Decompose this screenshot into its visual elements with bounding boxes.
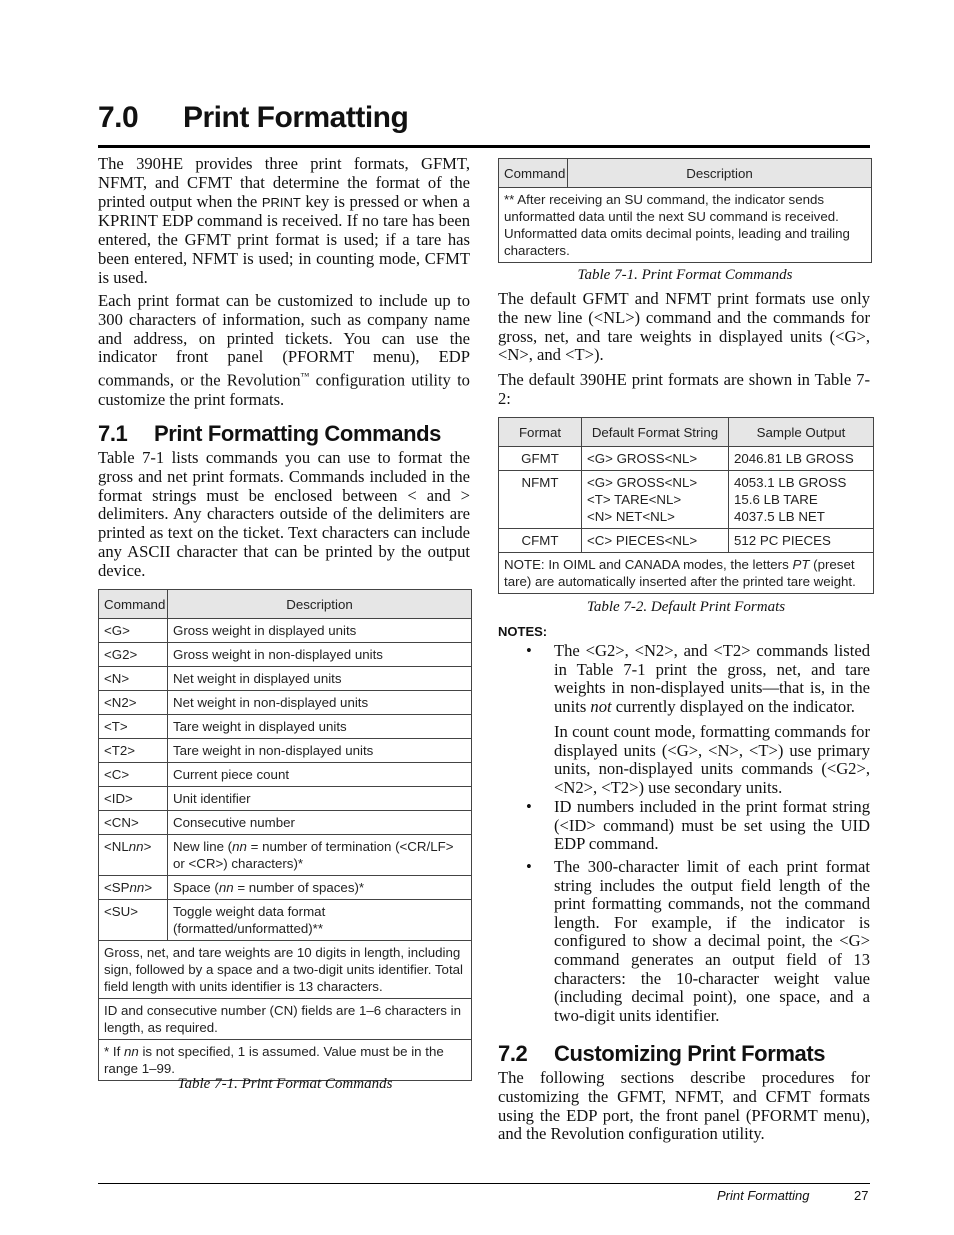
description-cell: Gross weight in non-displayed units <box>168 643 472 667</box>
section-7-2-text: The following sections describe procedures for customizing the GFMT, NFMT, and CFMT formats using the EDP port, the front panel (PFORMT menu), and the Revolution configuration utility. <box>498 1068 870 1144</box>
table-note-row <box>99 941 472 999</box>
bullet-icon: • <box>526 797 532 816</box>
table-row <box>99 691 472 715</box>
table-7-1-continued <box>498 158 872 263</box>
table-7-1 <box>98 589 472 1081</box>
table-header-sample-output: Sample Output <box>729 418 874 447</box>
nl-cmd-italic: nn <box>128 839 144 854</box>
oiml-note-b: (preset tare) are automatically inserted after the printed tare weight. <box>504 557 856 589</box>
table-note-oiml <box>499 553 874 594</box>
description-cell: Net weight in displayed units <box>168 667 472 691</box>
table-row <box>499 471 874 529</box>
format-string-cell: <G> GROSS<NL> <box>582 447 729 471</box>
sp-cmd-a: <SP <box>104 880 130 895</box>
oiml-note-a: NOTE: In OIML and CANADA modes, the letters <box>504 557 793 572</box>
command-cell: <N> <box>99 667 168 691</box>
note-bullet-2 <box>526 797 870 854</box>
footer-section-label: Print Formatting <box>717 1188 810 1203</box>
description-cell: Unit identifier <box>168 787 472 811</box>
bullet-icon: • <box>526 857 532 876</box>
note-3-text: The 300-character limit of each print format string includes the output field length of the print formatting commands, not the command length. For example, if the indicator is configured to show a decimal point, the <G> command generates an output field of 13 characters: the 10-character weight value (including decimal point), one space, and a two-digit units identifier. <box>554 857 870 1025</box>
table-row <box>99 900 472 941</box>
command-cell: <T> <box>99 715 168 739</box>
section-7-1-title: Print Formatting Commands <box>154 421 442 446</box>
intro-p1-text-b: key is pressed or when a KPRINT EDP command is received. If no tare has been entered, the GFMT print format is used; if a tare has been entered, NFMT is used; in counting mode, CFMT is used. <box>98 191 470 287</box>
section-7-2-title: Customizing Print Formats <box>554 1041 826 1066</box>
description-cell: Current piece count <box>168 763 472 787</box>
table-7-1-caption: Table 7-1. Print Format Commands <box>177 1076 393 1092</box>
command-cell: <N2> <box>99 691 168 715</box>
intro-p1-text-a: The 390HE provides three print formats, GFMT, NFMT, and CFMT that determine the format of the printed output when the <box>98 154 470 211</box>
table-row <box>99 787 472 811</box>
table-7-2-caption: Table 7-2. Default Print Formats <box>586 599 786 615</box>
description-cell <box>168 876 472 900</box>
description-cell: Toggle weight data format (formatted/unformatted)** <box>168 900 472 941</box>
note-bullet-1-sub: In count count mode, formatting commands for displayed units (<G>, <N>, <T>) use primary units, non-displayed units commands (<G2>, <N2>, <T2>) use secondary units. <box>554 722 870 797</box>
notes-label: NOTES: <box>498 624 548 639</box>
table-row <box>99 811 472 835</box>
table-row <box>499 529 874 553</box>
table-row <box>99 715 472 739</box>
table-note-row <box>499 188 872 263</box>
table-7-1-continued-caption: Table 7-1. Print Format Commands <box>577 267 793 283</box>
command-cell: <ID> <box>99 787 168 811</box>
table-note-nn-default <box>99 1040 472 1081</box>
table-header-description: Description <box>168 590 472 619</box>
oiml-note-italic: PT <box>792 557 810 572</box>
sp-desc-italic: nn <box>218 880 234 895</box>
nl-cmd-a: <NL <box>104 839 129 854</box>
sample-output-cell: 512 PC PIECES <box>729 529 874 553</box>
command-cell: <C> <box>99 763 168 787</box>
note3-b: is not specified, 1 is assumed. Value must be in the range 1–99. <box>104 1044 444 1076</box>
trademark-symbol: ™ <box>300 371 310 382</box>
note-bullet-1 <box>526 641 870 716</box>
table-row <box>99 876 472 900</box>
note-2-text: ID numbers included in the print format string (<ID> command) must be set using the UID EDP command. <box>554 797 870 854</box>
description-cell: Net weight in non-displayed units <box>168 691 472 715</box>
sp-desc-b: = number of spaces)* <box>233 880 365 895</box>
table-header-command: Command <box>499 159 568 188</box>
sp-cmd-b: > <box>144 880 153 895</box>
command-cell: <T2> <box>99 739 168 763</box>
note-1-text-b: currently displayed on the indicator. <box>611 696 855 716</box>
table-note-id-fields: ID and consecutive number (CN) fields are 1–6 characters in length, as required. <box>99 999 472 1040</box>
table-row <box>99 835 472 876</box>
section-7-2-number: 7.2 <box>498 1041 528 1066</box>
default-formats-ref-paragraph: The default 390HE print formats are shown in Table 7-2: <box>498 370 870 408</box>
table-note-su: ** After receiving an SU command, the indicator sends unformatted data until the next SU command is received. Unformatted data omits decimal points, leading and trailing characters. <box>499 188 872 263</box>
command-cell: <G> <box>99 619 168 643</box>
note-bullet-3 <box>526 857 870 1025</box>
note3-italic: nn <box>123 1044 139 1059</box>
description-cell: Tare weight in displayed units <box>168 715 472 739</box>
note3-a: * If <box>104 1044 124 1059</box>
sp-desc-a: Space ( <box>173 880 219 895</box>
intro-p2-text-a: Each print format can be customized to include up to 300 characters of information, such as company name and address, on printed tickets. You can use the indicator front panel (PFORMT menu), EDP commands, or the Revolution <box>98 291 470 390</box>
table-row <box>99 739 472 763</box>
table-row <box>99 643 472 667</box>
table-note-row <box>99 999 472 1040</box>
nl-desc-a: New line ( <box>173 839 233 854</box>
description-cell: Consecutive number <box>168 811 472 835</box>
table-row <box>99 619 472 643</box>
format-string-cell: <C> PIECES<NL> <box>582 529 729 553</box>
command-cell: <SU> <box>99 900 168 941</box>
table-header-description: Description <box>568 159 872 188</box>
table-header-row <box>99 590 472 619</box>
table-note-row <box>499 553 874 594</box>
sp-cmd-italic: nn <box>129 880 145 895</box>
table-header-format: Format <box>499 418 582 447</box>
nl-desc-italic: nn <box>232 839 247 854</box>
note-1-text-a: The <G2>, <N2>, and <T2> commands listed in Table 7-1 print the gross, net, and tare weights in non-displayed units—that is, in the units <box>554 641 870 716</box>
default-formats-paragraph: The default GFMT and NFMT print formats use only the new line (<NL>) command and the commands for gross, net, and tare weights in displayed units (<G>, <N>, and <T>). <box>498 289 870 365</box>
description-cell: Gross weight in displayed units <box>168 619 472 643</box>
heading-number: 7.0 <box>98 101 139 134</box>
intro-paragraph-1 <box>98 155 470 288</box>
section-7-2-heading <box>498 1041 870 1067</box>
table-note-weights: Gross, net, and tare weights are 10 digits in length, including sign, followed by a space and a two-digit units identifier. Total field length with units identifier is 13 characters. <box>99 941 472 999</box>
table-7-2 <box>498 417 874 594</box>
footer-rule <box>98 1183 870 1184</box>
footer-page-number: 27 <box>854 1188 869 1203</box>
command-cell: <CN> <box>99 811 168 835</box>
table-row <box>499 447 874 471</box>
table-row <box>99 667 472 691</box>
intro-p2-text-b: configuration utility to customize the print formats. <box>98 370 470 409</box>
intro-paragraph-2 <box>98 292 470 409</box>
table-header-row <box>499 418 874 447</box>
command-cell: <G2> <box>99 643 168 667</box>
table-header-command: Command <box>99 590 168 619</box>
page-heading <box>98 97 870 148</box>
section-7-1-heading <box>98 421 470 447</box>
table-header-row <box>499 159 872 188</box>
format-string-cell: <G> GROSS<NL> <T> TARE<NL> <N> NET<NL> <box>582 471 729 529</box>
table-row <box>99 763 472 787</box>
nl-cmd-b: > <box>143 839 152 854</box>
format-cell: CFMT <box>499 529 582 553</box>
table-note-row <box>99 1040 472 1081</box>
description-cell <box>168 835 472 876</box>
sample-output-cell: 4053.1 LB GROSS 15.6 LB TARE 4037.5 LB NET <box>729 471 874 529</box>
nl-desc-b: = number of termination (<CR/LF> or <CR>) characters)* <box>173 839 454 871</box>
note-1-italic: not <box>590 696 612 716</box>
format-cell: GFMT <box>499 447 582 471</box>
sample-output-cell: 2046.81 LB GROSS <box>729 447 874 471</box>
section-7-1-number: 7.1 <box>98 421 128 446</box>
print-key-label: PRINT <box>261 194 301 210</box>
command-cell <box>99 876 168 900</box>
format-cell: NFMT <box>499 471 582 529</box>
section-7-1-text: Table 7-1 lists commands you can use to format the gross and net print formats. Commands included in the format strings must be enclosed between < and > delimiters. Any characters outside of the delimiters are printed as text on the ticket. Text characters can include any ASCII character that can be printed by the output device. <box>98 448 470 580</box>
description-cell: Tare weight in non-displayed units <box>168 739 472 763</box>
command-cell <box>99 835 168 876</box>
table-header-default-string: Default Format String <box>582 418 729 447</box>
bullet-icon: • <box>526 641 532 660</box>
heading-title: Print Formatting <box>183 101 409 134</box>
